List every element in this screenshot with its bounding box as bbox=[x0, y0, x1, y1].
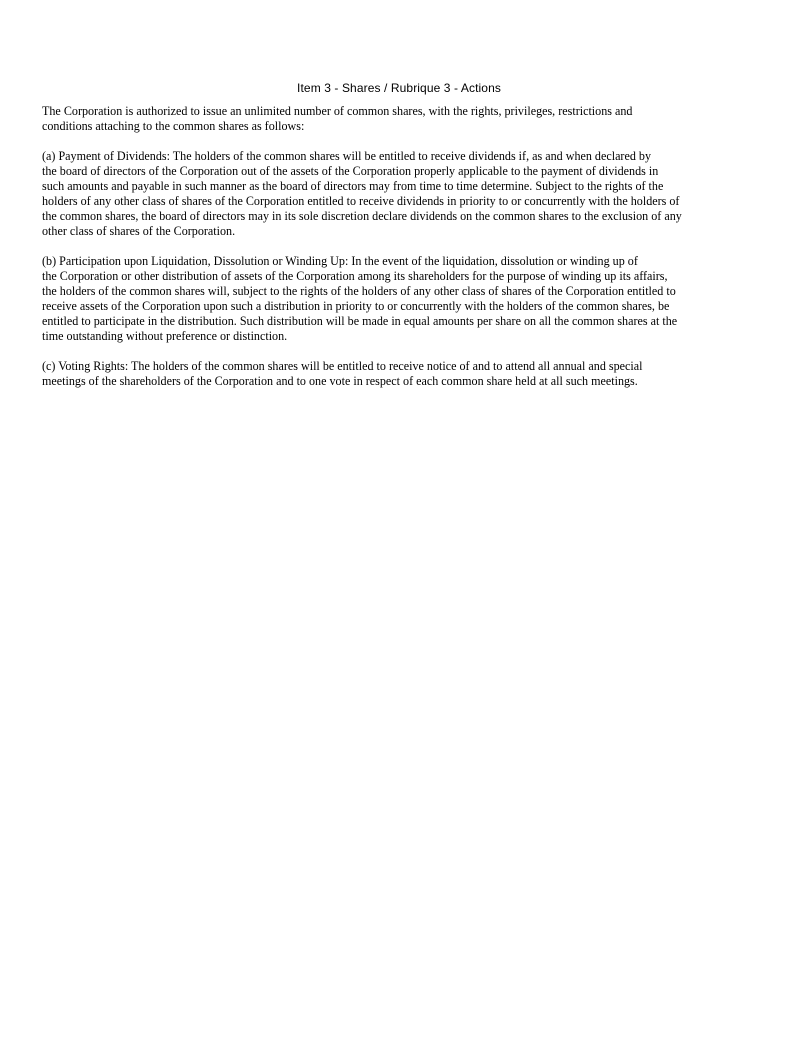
intro-paragraph bbox=[42, 104, 758, 134]
text-line: (c) Voting Rights: The holders of the common shares will be entitled to receive notice of and to attend all annual and special bbox=[42, 359, 643, 373]
text-line: receive assets of the Corporation upon such a distribution in priority to or concurrently with the holders of the common shares, be bbox=[42, 299, 670, 313]
document-body bbox=[42, 104, 758, 404]
text-line: conditions attaching to the common shares as follows: bbox=[42, 119, 305, 133]
liquidation-paragraph bbox=[42, 254, 758, 344]
text-line: The Corporation is authorized to issue an unlimited number of common shares, with the rights, privileges, restrictions and bbox=[42, 104, 633, 118]
text-line: meetings of the shareholders of the Corporation and to one vote in respect of each common share held at all such meetings. bbox=[42, 374, 638, 388]
text-line: holders of any other class of shares of the Corporation entitled to receive dividends in priority to or concurrently with the holders of bbox=[42, 194, 680, 208]
text-line: the Corporation or other distribution of assets of the Corporation among its shareholders for the purpose of winding up its affairs, bbox=[42, 269, 668, 283]
text-line: time outstanding without preference or distinction. bbox=[42, 329, 288, 343]
text-line: other class of shares of the Corporation. bbox=[42, 224, 236, 238]
text-line: the common shares, the board of directors may in its sole discretion declare dividends on the common shares to the exclusion of any bbox=[42, 209, 682, 223]
text-line: (a) Payment of Dividends: The holders of the common shares will be entitled to receive dividends if, as and when declared by bbox=[42, 149, 651, 163]
dividends-paragraph bbox=[42, 149, 758, 239]
voting-paragraph bbox=[42, 359, 758, 389]
item-heading: Item 3 - Shares / Rubrique 3 - Actions bbox=[297, 81, 501, 95]
text-line: such amounts and payable in such manner as the board of directors may from time to time determine. Subject to the rights of the bbox=[42, 179, 664, 193]
text-line: the board of directors of the Corporation out of the assets of the Corporation properly applicable to the payment of dividends in bbox=[42, 164, 659, 178]
text-line: entitled to participate in the distribution. Such distribution will be made in equal amounts per share on all the common shares at the bbox=[42, 314, 678, 328]
text-line: (b) Participation upon Liquidation, Dissolution or Winding Up: In the event of the liquidation, dissolution or winding up of bbox=[42, 254, 638, 268]
text-line: the holders of the common shares will, subject to the rights of the holders of any other class of shares of the Corporation entitled to bbox=[42, 284, 676, 298]
